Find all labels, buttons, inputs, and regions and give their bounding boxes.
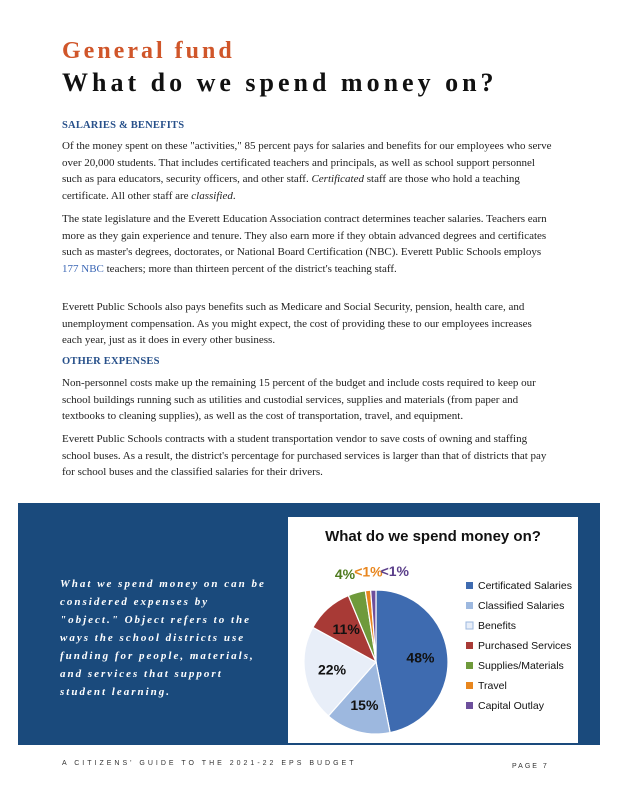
footer-page-number: PAGE 7 <box>512 763 549 770</box>
chart-title: What do we spend money on? <box>325 528 541 545</box>
paragraph-text: . <box>232 189 236 202</box>
paragraph-text: teachers; more than thirteen percent of the district's teaching staff. <box>106 262 397 275</box>
term-certificated: Certificated <box>311 173 364 185</box>
legend-label: Capital Outlay <box>478 700 544 712</box>
pie-data-label: 22% <box>318 661 347 678</box>
paragraph-other-2: Everett Public Schools contracts with a student transportation vendor to save costs of owning and staffing school buses. As a result, the district's percentage for purchased services is larger than that of districts that pay for school buses and the classified salaries for their drivers. <box>62 433 547 478</box>
legend-swatch <box>466 702 473 709</box>
page-subtitle: What do we spend money on? <box>62 68 498 97</box>
legend-swatch <box>466 642 473 649</box>
legend-label: Travel <box>478 680 507 692</box>
paragraph-other-1: Non-personnel costs make up the remaining 15 percent of the budget and include costs required to keep our school buildings running such as utilities and custodial services, supplies and materials (from paper and textbooks to cleaning supplies), as well as the cost of transportation, travel, and equipment. <box>62 377 536 422</box>
legend-swatch <box>466 602 473 609</box>
pie-chart <box>288 517 578 743</box>
section-heading-salaries: SALARIES & BENEFITS <box>62 120 185 131</box>
term-classified: classified <box>191 189 233 202</box>
paragraph-salaries-1 <box>62 138 552 204</box>
legend-label: Purchased Services <box>478 640 572 652</box>
paragraph-salaries-3: Everett Public Schools also pays benefits such as Medicare and Social Security, pension, health care, and unemployment compensation. As you might expect, the cost of providing these to our employees increases each year, just as it does in every other business. <box>62 301 532 346</box>
nbc-link[interactable]: 177 NBC <box>62 262 104 275</box>
paragraph-text: staff are those who hold a teaching certificate. All other staff are <box>62 173 520 202</box>
legend-label: Classified Salaries <box>478 600 565 612</box>
pie-data-label: 11% <box>332 620 360 637</box>
legend-swatch <box>466 662 473 669</box>
pie-data-label: 15% <box>350 697 379 714</box>
callout-text: What we spend money on can be considered expenses by "object." Object refers to the ways the school districts use funding for people, materials, and services that support student learning. <box>60 578 266 698</box>
legend-label: Benefits <box>478 620 516 632</box>
legend-label: Supplies/Materials <box>478 660 564 672</box>
section-heading-other: OTHER EXPENSES <box>62 356 160 367</box>
legend-swatch <box>466 682 473 689</box>
legend-swatch <box>466 622 473 629</box>
legend-label: Certificated Salaries <box>478 580 572 592</box>
pie-chart-box <box>288 517 578 743</box>
page-title: General fund <box>62 38 235 64</box>
callout-panel <box>18 503 600 745</box>
pie-data-label: 48% <box>406 649 435 666</box>
pie-data-label: <1% <box>380 563 410 580</box>
paragraph-text: Of the money spent on these "activities," 85 percent pays for salaries and benefits for our employees who serve over 20,000 students. That includes certificated teachers and principals, as well as school support personnel such as para educators, security officers, and other staff. <box>62 140 552 185</box>
pie-data-label: 4% <box>334 566 356 583</box>
legend-swatch <box>466 582 473 589</box>
pie-data-label: <1% <box>354 563 383 580</box>
paragraph-salaries-2 <box>62 211 552 277</box>
footer-guide-title: A CITIZENS' GUIDE TO THE 2021-22 EPS BUDGET <box>62 760 357 767</box>
paragraph-text: The state legislature and the Everett Education Association contract determines teacher salaries. Teachers earn more as they gain experience and tenure. They also earn more if they obtain advanced degrees and certificates such as master's degrees, doctorates, or National Board Certification (NBC). Everett Public Schools employs <box>62 213 547 258</box>
